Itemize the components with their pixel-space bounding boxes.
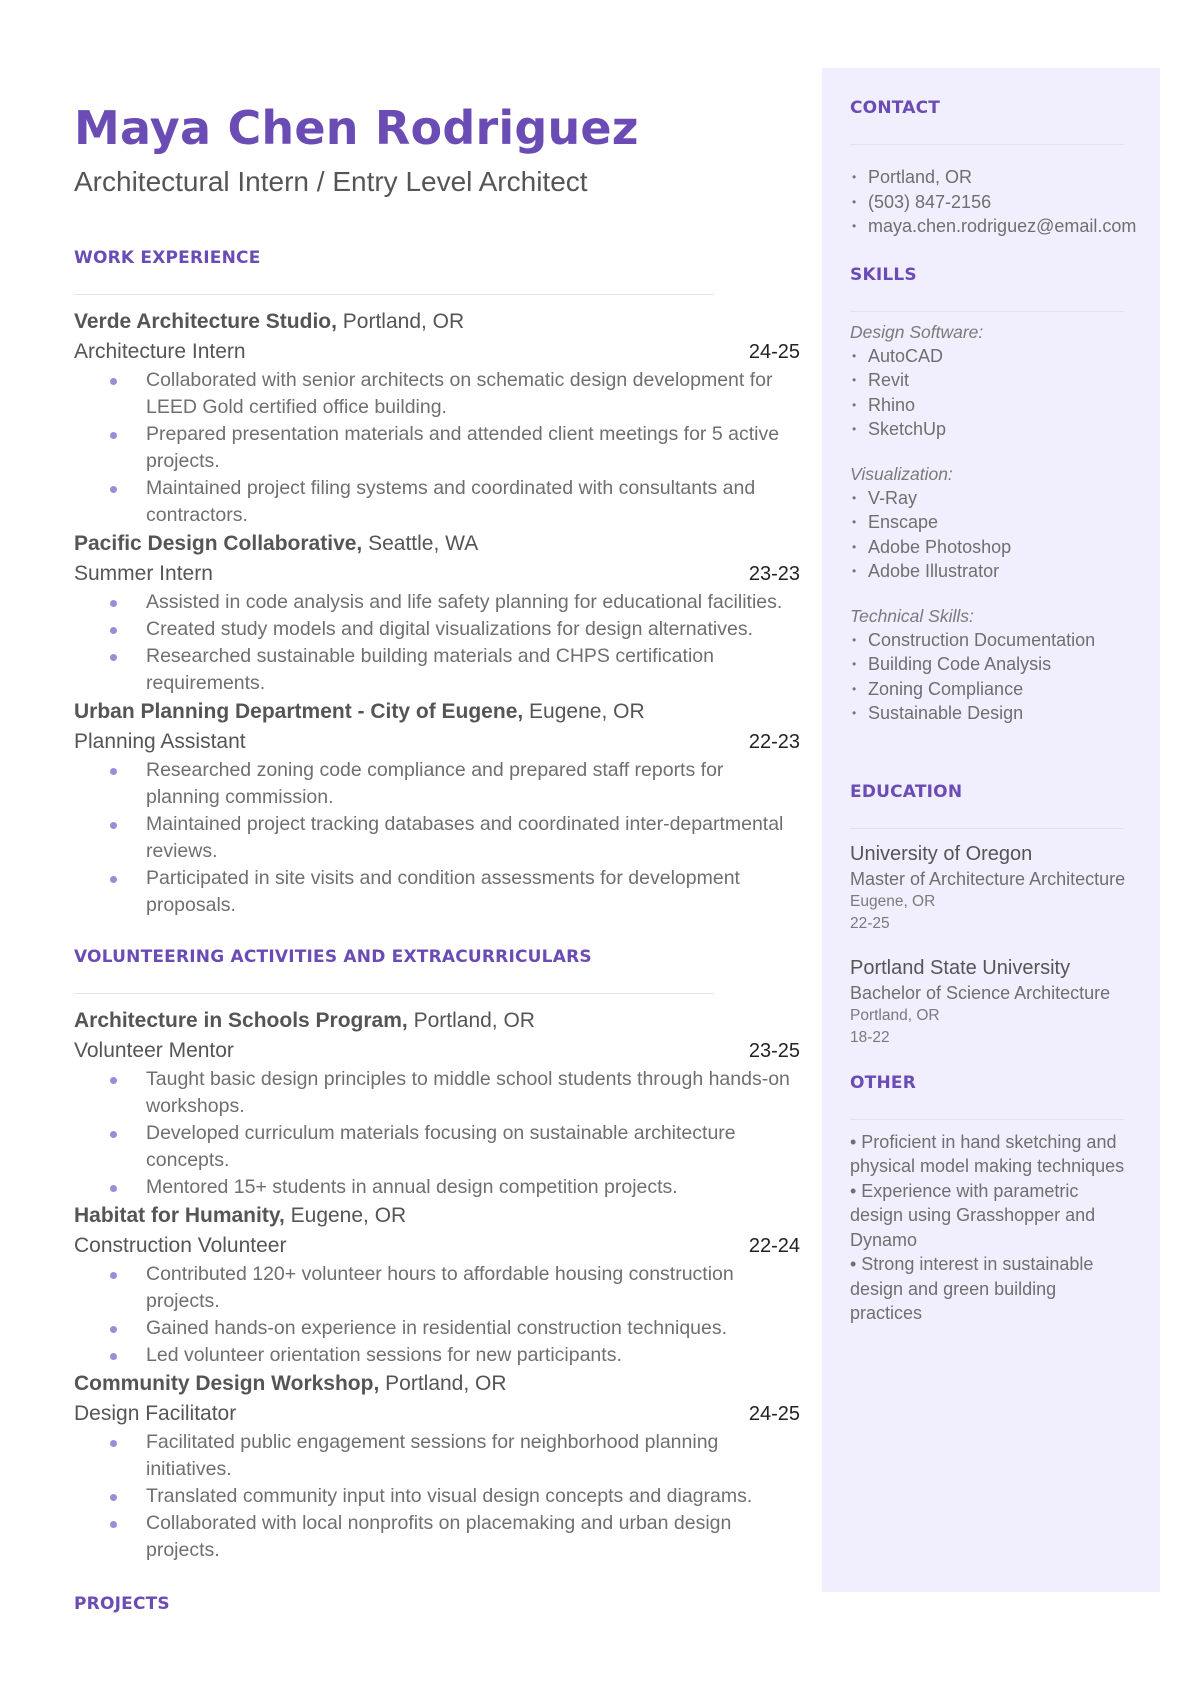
- other-item: • Experience with parametric design using Grasshopper and Dynamo: [850, 1180, 1096, 1250]
- contact-phone[interactable]: • (503) 847-2156: [850, 190, 1132, 215]
- job-role-row: [74, 337, 800, 367]
- skill-group-label: Visualization:: [850, 463, 953, 484]
- job-role: Design Facilitator: [74, 1402, 237, 1425]
- bullet-item: Prepared presentation materials and attended client meetings for 5 active projects.: [146, 421, 800, 475]
- volunteer-entry: [74, 1201, 800, 1369]
- section-divider: [74, 294, 714, 295]
- job-role: Construction Volunteer: [74, 1234, 287, 1257]
- bullet-item: Developed curriculum materials focusing on sustainable architecture concepts.: [146, 1120, 800, 1174]
- job-org: Urban Planning Department - City of Eugene,: [74, 700, 524, 723]
- job-bullets: [74, 1066, 800, 1201]
- job-role: Summer Intern: [74, 562, 213, 585]
- job-dates: 23-23: [748, 563, 800, 585]
- bullet-item: Facilitated public engagement sessions for neighborhood planning initiatives.: [146, 1429, 800, 1483]
- skill-list: [850, 628, 1132, 726]
- other-section: [850, 1073, 1132, 1326]
- job-dates: 22-24: [748, 1235, 800, 1257]
- education-school: Portland State University: [850, 956, 1071, 979]
- other-item: • Proficient in hand sketching and physical model making techniques: [850, 1131, 1125, 1176]
- education-location: Eugene, OR: [850, 892, 936, 910]
- section-divider: [850, 828, 1124, 829]
- skill-item: • Sustainable Design: [850, 701, 1132, 726]
- bullet-item: Created study models and digital visualizations for design alternatives.: [146, 616, 800, 643]
- bullet-item: Researched sustainable building materials and CHPS certification requirements.: [146, 643, 800, 697]
- education-section: [850, 782, 1132, 1049]
- job-location: Seattle, WA: [362, 532, 479, 555]
- bullet-item: Mentored 15+ students in annual design competition projects.: [146, 1174, 800, 1201]
- job-org: Architecture in Schools Program,: [74, 1009, 408, 1032]
- bullet-item: Assisted in code analysis and life safety planning for educational facilities.: [146, 589, 800, 616]
- job-dates: 22-23: [748, 731, 800, 753]
- skills-section: [850, 265, 1132, 726]
- bullet-item: Maintained project filing systems and coordinated with consultants and contractors.: [146, 475, 800, 529]
- contact-section: [850, 98, 1137, 239]
- job-bullets: [74, 589, 800, 697]
- job-role: Architecture Intern: [74, 340, 246, 363]
- bullet-item: Gained hands-on experience in residential construction techniques.: [146, 1315, 800, 1342]
- job-entry: [74, 697, 800, 919]
- skill-item: • Adobe Illustrator: [850, 559, 1132, 584]
- bullet-item: Maintained project tracking databases and coordinated inter-departmental reviews.: [146, 811, 800, 865]
- candidate-name: Maya Chen Rodriguez: [74, 101, 639, 155]
- bullet-item: Collaborated with senior architects on schematic design development for LEED Gold certified office building.: [146, 367, 800, 421]
- job-org: Community Design Workshop,: [74, 1372, 380, 1395]
- education-entry: [850, 955, 1132, 1049]
- skill-item: • V-Ray: [850, 486, 1132, 511]
- skill-item: • Adobe Photoshop: [850, 535, 1132, 560]
- work-experience-section: [74, 248, 800, 919]
- education-degree: Bachelor of Science Architecture: [850, 982, 1111, 1003]
- skill-group-label: Technical Skills:: [850, 605, 974, 626]
- job-entry: [74, 307, 800, 529]
- bullet-item: Taught basic design principles to middle school students through hands-on workshops.: [146, 1066, 800, 1120]
- contact-location: • Portland, OR: [850, 165, 1132, 190]
- skill-group: [850, 604, 1132, 726]
- job-bullets: [74, 1429, 800, 1564]
- bullet-item: Collaborated with local nonprofits on placemaking and urban design projects.: [146, 1510, 800, 1564]
- job-bullets: [74, 757, 800, 919]
- education-school: University of Oregon: [850, 842, 1033, 865]
- job-role-row: [74, 727, 800, 757]
- section-divider: [850, 1119, 1124, 1120]
- job-location: Portland, OR: [379, 1372, 507, 1395]
- job-role-row: [74, 1231, 800, 1261]
- section-divider: [850, 311, 1124, 312]
- job-org: Habitat for Humanity,: [74, 1204, 285, 1227]
- projects-section: [74, 1594, 800, 1614]
- job-header: [74, 1006, 800, 1036]
- volunteer-entry: [74, 1369, 800, 1564]
- skill-group: [850, 462, 1132, 584]
- skill-item: • AutoCAD: [850, 344, 1132, 369]
- section-heading: SKILLS: [850, 264, 917, 285]
- volunteering-section: [74, 947, 800, 1564]
- bullet-item: Participated in site visits and condition assessments for development proposals.: [146, 865, 800, 919]
- job-header: [74, 529, 800, 559]
- education-entry: [850, 841, 1132, 935]
- job-role: Volunteer Mentor: [74, 1039, 234, 1062]
- section-heading: PROJECTS: [74, 1594, 170, 1614]
- job-location: Portland, OR: [407, 1009, 535, 1032]
- skill-group: [850, 320, 1132, 442]
- job-org: Pacific Design Collaborative,: [74, 532, 363, 555]
- job-bullets: [74, 367, 800, 529]
- job-bullets: [74, 1261, 800, 1369]
- job-header: [74, 1201, 800, 1231]
- job-role-row: [74, 559, 800, 589]
- candidate-title: Architectural Intern / Entry Level Architect: [74, 166, 588, 197]
- job-dates: 24-25: [748, 1403, 800, 1425]
- job-location: Eugene, OR: [523, 700, 645, 723]
- education-dates: 22-25: [850, 914, 890, 932]
- sidebar: [822, 68, 1160, 1592]
- skill-item: • Zoning Compliance: [850, 677, 1132, 702]
- education-degree: Master of Architecture Architecture: [850, 868, 1126, 889]
- job-role: Planning Assistant: [74, 730, 246, 753]
- skill-list: [850, 344, 1132, 442]
- job-location: Eugene, OR: [284, 1204, 407, 1227]
- other-list: [850, 1130, 1132, 1326]
- skill-item: • SketchUp: [850, 417, 1132, 442]
- job-entry: [74, 529, 800, 697]
- skill-item: • Revit: [850, 368, 1132, 393]
- section-heading: CONTACT: [850, 98, 941, 118]
- section-heading: WORK EXPERIENCE: [74, 248, 261, 268]
- bullet-item: Contributed 120+ volunteer hours to affordable housing construction projects.: [146, 1261, 800, 1315]
- section-heading: EDUCATION: [850, 781, 963, 802]
- other-item: • Strong interest in sustainable design and green building practices: [850, 1254, 1094, 1323]
- job-role-row: [74, 1036, 800, 1066]
- skill-item: • Construction Documentation: [850, 628, 1132, 653]
- job-dates: 24-25: [748, 341, 800, 363]
- bullet-item: Translated community input into visual design concepts and diagrams.: [146, 1483, 800, 1510]
- skill-item: • Enscape: [850, 510, 1132, 535]
- contact-list: [850, 165, 1137, 239]
- education-location: Portland, OR: [850, 1006, 940, 1024]
- skill-group-label: Design Software:: [850, 321, 984, 342]
- skill-list: [850, 486, 1132, 584]
- main-column: [74, 96, 800, 1614]
- skill-item: • Rhino: [850, 393, 1132, 418]
- section-divider: [74, 993, 714, 994]
- job-role-row: [74, 1399, 800, 1429]
- bullet-item: Led volunteer orientation sessions for new participants.: [146, 1342, 800, 1369]
- bullet-item: Researched zoning code compliance and prepared staff reports for planning commission.: [146, 757, 800, 811]
- job-dates: 23-25: [748, 1040, 800, 1062]
- job-location: Portland, OR: [336, 310, 465, 333]
- contact-email[interactable]: • maya.chen.rodriguez@email.com: [850, 214, 1132, 239]
- job-header: [74, 697, 800, 727]
- education-dates: 18-22: [850, 1028, 890, 1046]
- job-header: [74, 307, 800, 337]
- skill-item: • Building Code Analysis: [850, 652, 1132, 677]
- job-org: Verde Architecture Studio,: [74, 310, 337, 333]
- section-heading: VOLUNTEERING ACTIVITIES AND EXTRACURRICULARS: [74, 947, 592, 967]
- section-divider: [850, 144, 1124, 145]
- volunteer-entry: [74, 1006, 800, 1201]
- section-heading: OTHER: [850, 1072, 916, 1093]
- job-header: [74, 1369, 800, 1399]
